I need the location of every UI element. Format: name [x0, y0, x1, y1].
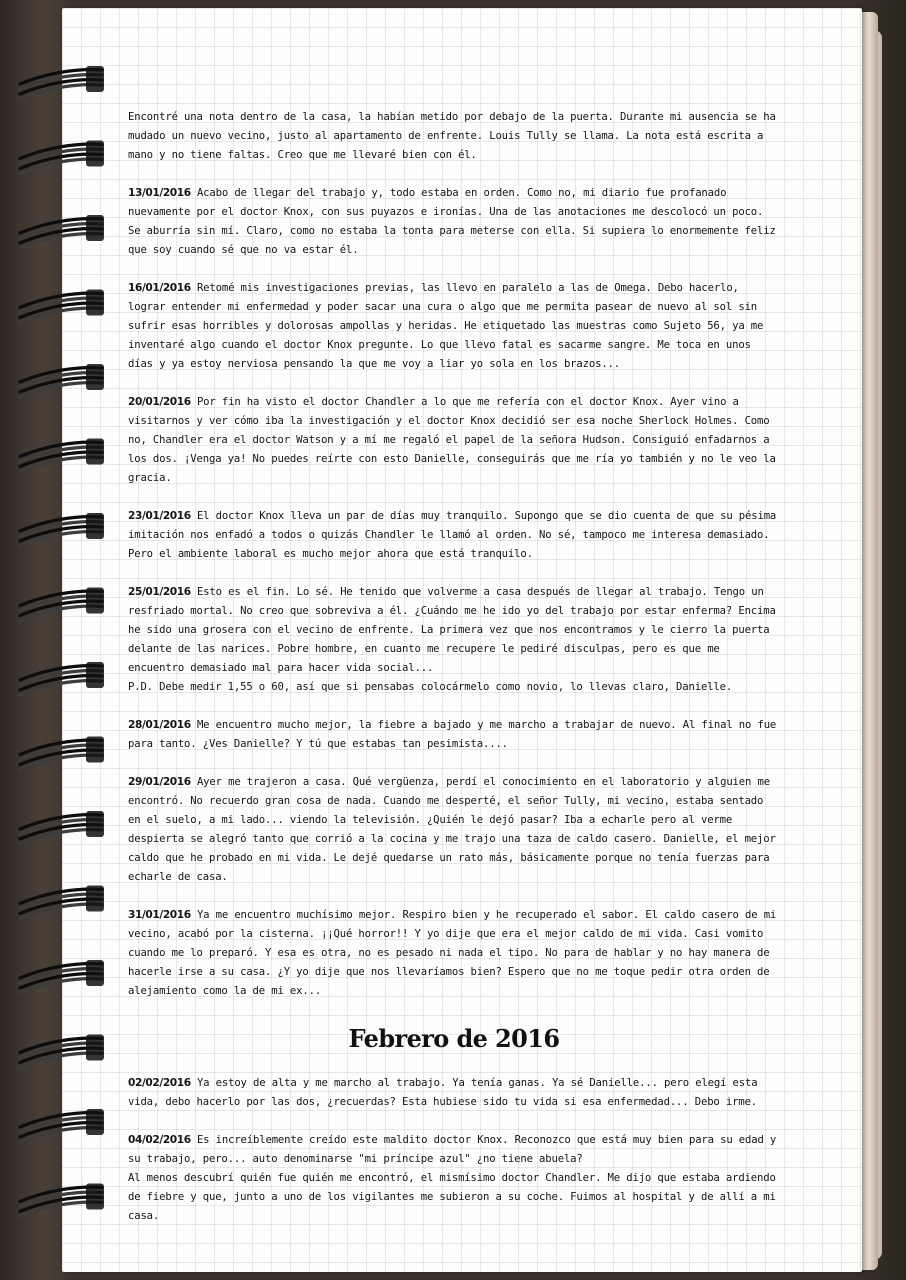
- entry-date: 04/02/2016: [128, 1134, 191, 1146]
- spiral-ring: [20, 588, 104, 621]
- diary-entry: [128, 716, 780, 754]
- spiral-ring: [20, 290, 104, 323]
- diary-entry: [128, 906, 780, 1001]
- entry-date: 28/01/2016: [128, 719, 191, 731]
- entry-text: Ya estoy de alta y me marcho al trabajo. Ya tenía ganas. Ya sé Danielle... pero elegí esta vida, debo hacerlo por las dos, ¿recuerdas? Esta hubiese sido tu vida si esa enfermedad... Debo irme.: [128, 1077, 758, 1108]
- diary-entry: [128, 279, 780, 374]
- entry-date: 23/01/2016: [128, 510, 191, 522]
- entry-text: Encontré una nota dentro de la casa, la habían metido por debajo de la puerta. Durante mi ausencia se ha mudado un nuevo vecino, justo al apartamento de enfrente. Louis Tully se llama. La nota está escrita a mano y no tiene faltas. Creo que me llevaré bien con él.: [128, 111, 776, 161]
- spiral-ring: [20, 364, 104, 397]
- spiral-ring: [20, 662, 104, 695]
- spiral-ring: [20, 1035, 104, 1068]
- diary-entry: [128, 773, 780, 887]
- entry-continuation: Al menos descubrí quién fue quién me encontró, el mismísimo doctor Chandler. Me dijo que estaba ardiendo de fiebre y que, junto a uno de los vigilantes me subieron a su coche. Fuimos al hospital y de allí a mi casa.: [128, 1172, 776, 1222]
- entry-text: El doctor Knox lleva un par de días muy tranquilo. Supongo que se dio cuenta de que su pésima imitación nos enfadó a todos o quizás Chandler le llamó al orden. No sé, tampoco me interesa demasiado. Pero el ambiente laboral es mucho mejor ahora que está tranquilo.: [128, 510, 777, 560]
- spiral-ring: [20, 737, 104, 770]
- spiral-ring: [20, 811, 104, 844]
- spiral-ring: [20, 960, 104, 993]
- diary-entry: [128, 393, 780, 488]
- entry-text: Es increíblemente creído este maldito doctor Knox. Reconozco que está muy bien para su edad y su trabajo, pero... auto denominarse "mi príncipe azul" ¿no tiene abuela?: [128, 1134, 777, 1165]
- spiral-binding: [14, 0, 114, 1280]
- entry-date: 13/01/2016: [128, 187, 191, 199]
- spiral-ring: [20, 66, 104, 99]
- entry-text: Me encuentro mucho mejor, la fiebre a bajado y me marcho a trabajar de nuevo. Al final no fue para tanto. ¿Ves Danielle? Y tú que estabas tan pesimista....: [128, 719, 777, 750]
- entry-postscript: P.D. Debe medir 1,55 o 60, así que si pensabas colocármelo como novio, lo llevas claro, Danielle.: [128, 681, 733, 693]
- spiral-ring: [20, 439, 104, 472]
- entries-before-heading: [128, 108, 780, 1001]
- entry-date: 16/01/2016: [128, 282, 191, 294]
- entry-text: Retomé mis investigaciones previas, las llevo en paralelo a las de Omega. Debo hacerlo, lograr entender mi enfermedad y poder sacar una cura o algo que me permita pasear de nuevo al sol sin sufrir esas horribles y dolorosas ampollas y heridas. He etiquetado las muestras como Sujeto 56, ya me inventaré algo cuando el doctor Knox pregunte. Lo que llevo fatal es sacarme sangre. Me toca en unos días y ya estoy nerviosa pensando la que me voy a liar yo sola en los brazos...: [128, 282, 764, 370]
- diary-entry: [128, 184, 780, 260]
- month-heading: Febrero de 2016: [348, 1024, 560, 1053]
- entry-date: 31/01/2016: [128, 909, 191, 921]
- spiral-ring: [20, 1184, 104, 1217]
- entries-after-heading: [128, 1074, 780, 1226]
- diary-entry: [128, 1131, 780, 1226]
- diary-entry: [128, 583, 780, 697]
- entry-text: Esto es el fin. Lo sé. He tenido que volverme a casa después de llegar al trabajo. Tengo un resfriado mortal. No creo que sobreviva a él. ¿Cuándo me he ido yo del trabajo por estar enferma? Encima he sido una grosera con el vecino de enfrente. La primera vez que nos encontramos y le cierro la puerta delante de las narices. Pobre hombre, en cuanto me recupere le pediré disculpas, pero es que me encuentro demasiado mal para hacer vida social...: [128, 586, 776, 674]
- diary-entry: [128, 507, 780, 564]
- entry-date: 29/01/2016: [128, 776, 191, 788]
- entry-date: 25/01/2016: [128, 586, 191, 598]
- entry-date: 02/02/2016: [128, 1077, 191, 1089]
- entry-text: Ya me encuentro muchísimo mejor. Respiro bien y he recuperado el sabor. El caldo casero de mi vecino, acabó por la cisterna. ¡¡Qué horror!! Y yo dije que era el mejor caldo de mi vida. Casi vomito cuando me lo preparó. Y esa es otra, no es pesado ni nada el tipo. No para de hablar y no hay manera de hacerle irse a su casa. ¿Y yo dije que nos llevaríamos bien? Espero que no me toque pedir otra orden de alejamiento como la de mi ex...: [128, 909, 777, 997]
- entry-text: Acabo de llegar del trabajo y, todo estaba en orden. Como no, mi diario fue profanado nuevamente por el doctor Knox, con sus puyazos e ironías. Una de las anotaciones me descolocó un poco. Se aburría sin mí. Claro, como no estaba la tonta para meterse con ella. Si supiera lo enormemente feliz que soy cuando sé que no va estar él.: [128, 187, 776, 256]
- entry-text: Por fin ha visto el doctor Chandler a lo que me refería con el doctor Knox. Ayer vino a visitarnos y ver cómo iba la investigación y el doctor Knox decidió ser esa noche Sherlock Holmes. Como no, Chandler era el doctor Watson y a mí me regaló el papel de la señora Hudson. Consiguió enfadarnos a los dos. ¡Venga ya! No puedes reírte con esto Danielle, conseguirás que me ría yo también y no le veo la gracia.: [128, 396, 776, 484]
- spiral-ring: [20, 513, 104, 546]
- entry-text: Ayer me trajeron a casa. Qué vergüenza, perdí el conocimiento en el laboratorio y alguien me encontró. No recuerdo gran cosa de nada. Cuando me desperté, el señor Tully, mi vecino, estaba sentado en el suelo, a mi lado... viendo la televisión. ¿Quién le dejó pasar? Iba a echarle pero al verme despierta se alegró tanto que corrió a la cocina y me trajo una taza de caldo casero. Danielle, el mejor caldo que he probado en mi vida. Le dejé quedarse un rato más, básicamente porque no tenía fuerzas para echarle de casa.: [128, 776, 776, 883]
- spiral-ring: [20, 886, 104, 919]
- diary-content: [128, 108, 780, 1245]
- diary-entry: [128, 1074, 780, 1112]
- diary-entry: [128, 108, 780, 165]
- spiral-ring: [20, 1109, 104, 1142]
- spiral-ring: [20, 141, 104, 174]
- spiral-ring: [20, 215, 104, 248]
- entry-date: 20/01/2016: [128, 396, 191, 408]
